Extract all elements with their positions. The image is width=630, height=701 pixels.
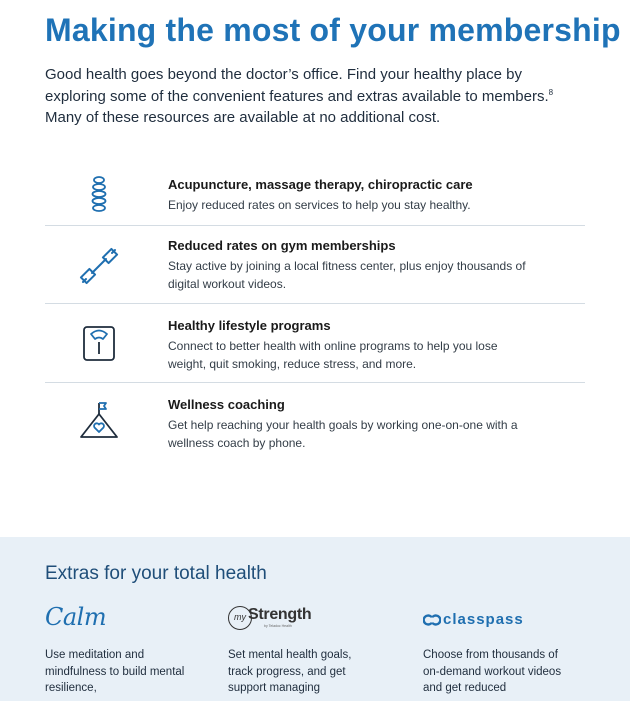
mystrength-logo	[228, 605, 368, 635]
feature-title: Wellness coaching	[168, 397, 285, 412]
dumbbell-icon	[79, 246, 119, 286]
scale-icon	[79, 324, 119, 364]
spine-icon	[79, 173, 119, 213]
calm-logo-text: Calm	[45, 603, 107, 631]
feature-desc: Get help reaching your health goals by working one-on-one with a wellness coach by phone.	[168, 418, 518, 450]
partner-calm	[45, 603, 185, 694]
feature-desc: Enjoy reduced rates on services to help you stay healthy.	[168, 198, 471, 212]
intro-text-2: Many of these resources are available at no additional cost.	[45, 109, 441, 126]
partner-desc: Set mental health goals, track progress, and get support managing	[228, 649, 352, 694]
mystrength-logo-prefix: my	[228, 606, 252, 630]
mystrength-logo-tagline: by Teladoc Health	[264, 624, 292, 628]
classpass-logo	[423, 605, 563, 635]
partner-mystrength	[228, 605, 368, 694]
extras-section	[0, 537, 630, 701]
feature-desc: Stay active by joining a local fitness center, plus enjoy thousands of digital workout videos.	[168, 259, 526, 291]
extras-title: Extras for your total health	[45, 563, 267, 584]
intro-text: Good health goes beyond the doctor’s office. Find your healthy place by exploring some of the convenient features and extras available to members.	[45, 66, 549, 105]
feature-title: Healthy lifestyle programs	[168, 318, 331, 333]
mystrength-logo-text: Strength	[248, 606, 312, 623]
feature-title: Acupuncture, massage therapy, chiropractic care	[168, 177, 473, 192]
feature-list	[45, 166, 585, 463]
page-title: Making the most of your membership	[45, 12, 621, 48]
calm-logo	[45, 605, 185, 635]
intro-paragraph	[45, 64, 585, 129]
feature-item-gym	[45, 226, 585, 304]
feature-item-coaching	[45, 383, 585, 463]
classpass-logo-text: classpass	[443, 611, 524, 628]
classpass-mark-icon	[423, 613, 441, 627]
partner-desc: Use meditation and mindfulness to build mental resilience,	[45, 649, 185, 694]
feature-item-lifestyle	[45, 304, 585, 383]
mountain-flag-icon	[79, 401, 119, 441]
feature-desc: Connect to better health with online programs to help you lose weight, quit smoking, reduce stress, and more.	[168, 339, 498, 371]
feature-title: Reduced rates on gym memberships	[168, 238, 396, 253]
partner-classpass	[423, 605, 563, 694]
partner-desc: Choose from thousands of on-demand workout videos and get reduced	[423, 649, 562, 694]
feature-item-acupuncture	[45, 166, 585, 226]
footnote-marker: 8	[548, 87, 554, 97]
